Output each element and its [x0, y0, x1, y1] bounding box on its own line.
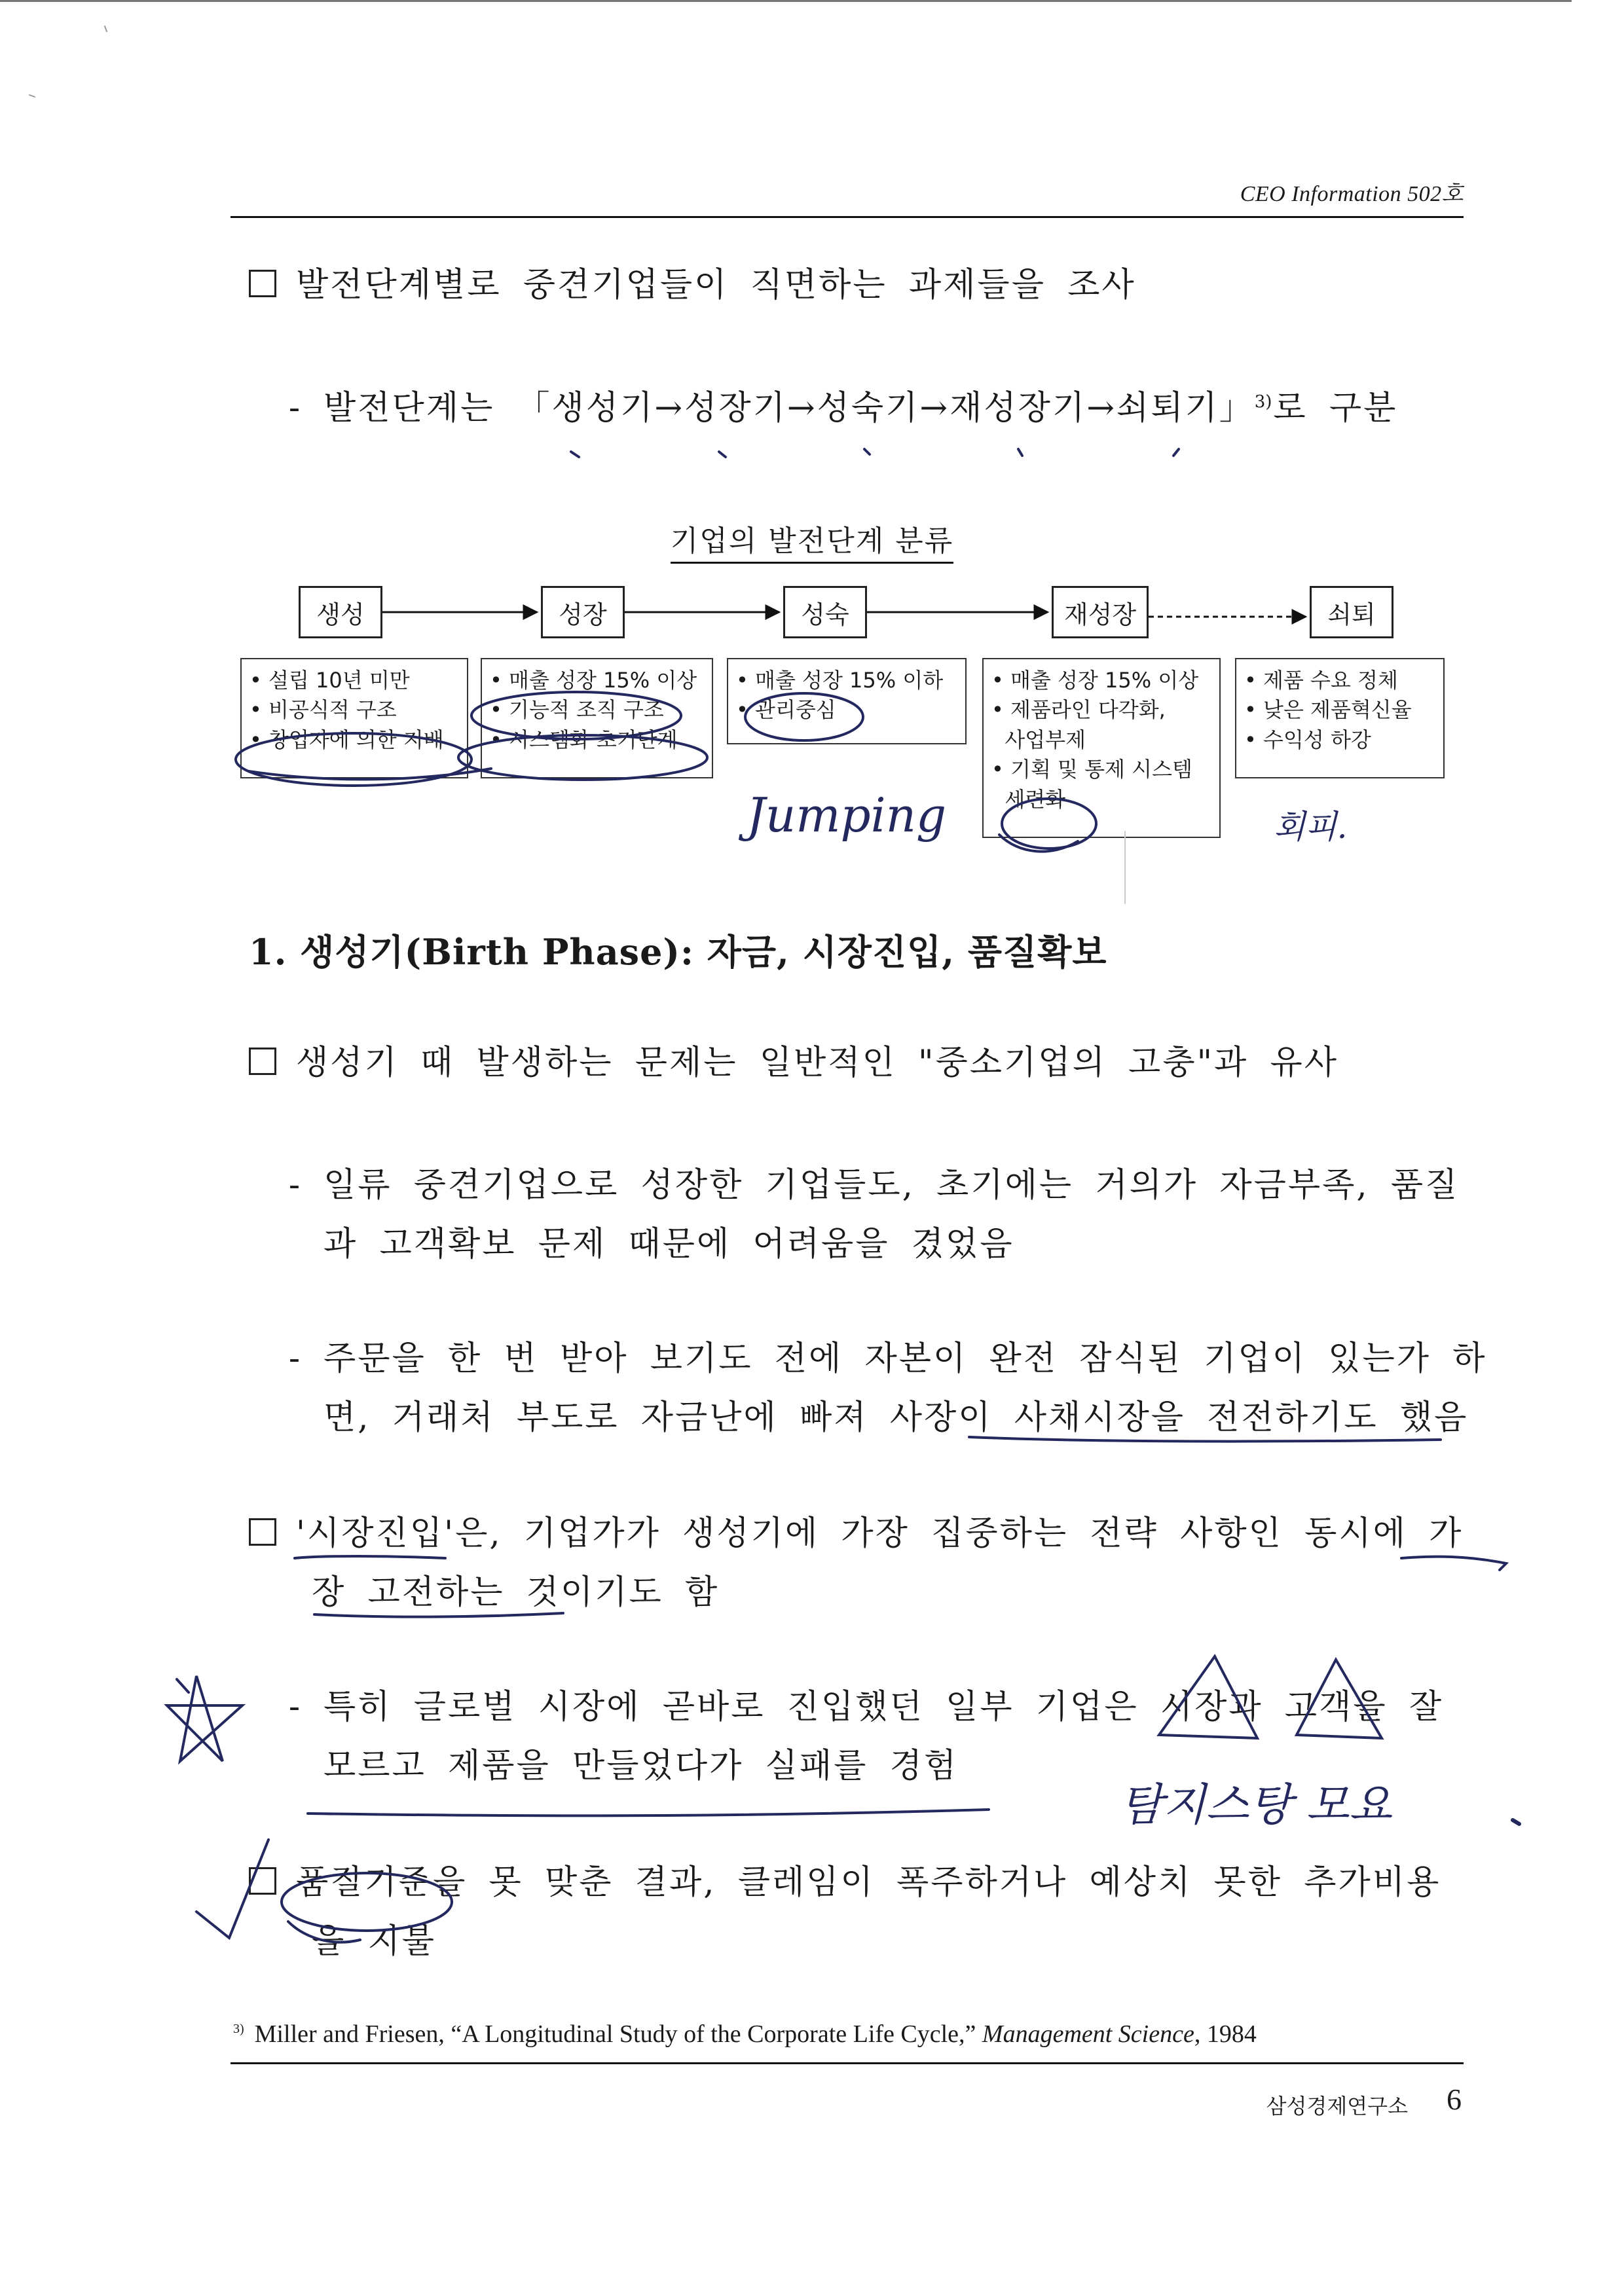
stage-sequence-suffix: 로 구분 [1273, 389, 1398, 428]
page-number: 6 [1447, 2083, 1462, 2116]
journal-title: Management Science [982, 2020, 1194, 2048]
figure-title: 기업의 발전단계 분류 [0, 517, 1624, 559]
sub-stage-definition: - 발전단계는 「생성기→성장기→성숙기→재성장기→쇠퇴기」$^{3)}$로 구분 [288, 389, 1398, 428]
underline-global-failure [308, 1810, 989, 1815]
desc-item: • 기획 및 통제 시스템 [991, 757, 1192, 782]
desc-item: • 매출 성장 15% 이하 [736, 668, 944, 693]
sub-global-failure: - 특히 글로벌 시장에 곧바로 진입했던 일부 기업은 시장과 고객을 잘 [288, 1688, 1444, 1726]
sub-capital-erosion-cont: 면, 거래처 부도로 자금난에 빠져 사장이 사채시장을 전전하기도 했음 [323, 1398, 1469, 1437]
desc-item: • 관리중심 [736, 697, 836, 723]
bullet-text: 발전단계별로 중견기업들이 직면하는 과제들을 조사 [296, 266, 1136, 304]
circle-quality-standard [282, 1873, 452, 1931]
star-mark [167, 1676, 242, 1761]
desc-item: • 설립 10년 미만 [249, 668, 410, 693]
handwritten-jumping: Jumping [747, 788, 947, 843]
desc-item: 세련화 [991, 786, 1066, 812]
sub-global-failure-cont: 모르고 제품을 만들었다가 실패를 경험 [323, 1747, 959, 1785]
circle-founder-control [236, 733, 471, 786]
stage-growth: 성장 [541, 586, 625, 638]
desc-item: 사업부제 [991, 727, 1086, 752]
line-text: 주문을 한 번 받아 보기도 전에 자본이 완전 잠식된 기업이 있는가 하 [323, 1339, 1487, 1378]
desc-item: • 제품라인 다각화, [991, 697, 1166, 723]
stage-sequence-text: 발전단계는 「생성기→성장기→성숙기→재성장기→쇠퇴기」 [323, 389, 1255, 428]
stage-revival: 재성장 [1052, 586, 1149, 638]
underline-private-loans [969, 1437, 1441, 1442]
desc-item: • 창업자에 의한 지배 [249, 727, 444, 752]
sub-funding-issues-cont: 과 고객확보 문제 때문에 어려움을 겼었음 [323, 1225, 1014, 1264]
footnote: $^{3)}$ Miller and Friesen, “A Longitudinal Study of the Corporate Life Cycle,” Management Science, 1984 [233, 2020, 1257, 2048]
desc-item: • 낮은 제품혁신율 [1244, 697, 1412, 723]
triangle-mark-market [1159, 1656, 1257, 1738]
handwritten-avoid: 회피. [1274, 808, 1348, 846]
underline-market-entry [295, 1556, 445, 1558]
circle-refinement [1002, 799, 1096, 848]
running-header: CEO Information 502호 [1240, 182, 1464, 206]
footer-organization: 삼성경제연구소 [1266, 2094, 1408, 2119]
bullet-text: 품질기준을 못 맞춘 결과, 클레임이 폭주하거나 예상치 못한 추가비용 [296, 1863, 1441, 1902]
triangle-mark-customer [1297, 1660, 1382, 1738]
sub-funding-issues: - 일류 중견기업으로 성장한 기업들도, 초기에는 거의가 자금부족, 품질 [288, 1166, 1460, 1205]
bullet-quality-cont: 을 지불 [312, 1922, 437, 1961]
circle-functional-structure [471, 692, 681, 739]
bullet-market-entry-cont: 장 고전하는 것이기도 함 [312, 1573, 720, 1612]
stage-arrows [382, 612, 1306, 617]
bullet-text: '시장진입'은, 기업가가 생성기에 가장 집중하는 전략 사항인 동시에 가 [296, 1514, 1464, 1553]
stage-maturity: 성숙 [783, 586, 867, 638]
handwritten-marks [29, 26, 1519, 1942]
underline-struggle [314, 1613, 563, 1617]
stage-birth: 생성 [299, 586, 382, 638]
desc-item: • 매출 성장 15% 이상 [490, 668, 697, 693]
section-title: 1. 생성기(Birth Phase): 자금, 시장진입, 품질확보 [249, 931, 1107, 973]
bullet-text: 생성기 때 발생하는 문제는 일반적인 "중소기업의 고충"과 유사 [296, 1044, 1339, 1082]
footnote-ref: 3) [1254, 392, 1272, 412]
footnote-marker: 3) [233, 2022, 244, 2037]
check-mark [196, 1840, 268, 1938]
desc-item: • 비공식적 구조 [249, 697, 397, 723]
desc-item: • 매출 성장 15% 이상 [991, 668, 1199, 693]
line-text: 일류 중견기업으로 성장한 기업들도, 초기에는 거의가 자금부족, 품질 [323, 1166, 1460, 1205]
sub-capital-erosion: - 주문을 한 번 받아 보기도 전에 자본이 완전 잠식된 기업이 있는가 하 [288, 1339, 1487, 1378]
desc-item: • 시스템화 초기단계 [490, 727, 678, 752]
circle-management-focus [745, 693, 863, 740]
line-text: 특히 글로벌 시장에 곧바로 진입했던 일부 기업은 시장과 고객을 잘 [323, 1688, 1444, 1726]
desc-item: • 기능적 조직 구조 [490, 697, 664, 723]
circle-systemization [458, 735, 707, 780]
desc-item: • 제품 수요 정체 [1244, 668, 1398, 693]
stage-decline: 쇠퇴 [1310, 586, 1393, 638]
handwritten-note: 탐지스탕 모요 [1120, 1779, 1392, 1831]
desc-item: • 수익성 하강 [1244, 727, 1371, 752]
